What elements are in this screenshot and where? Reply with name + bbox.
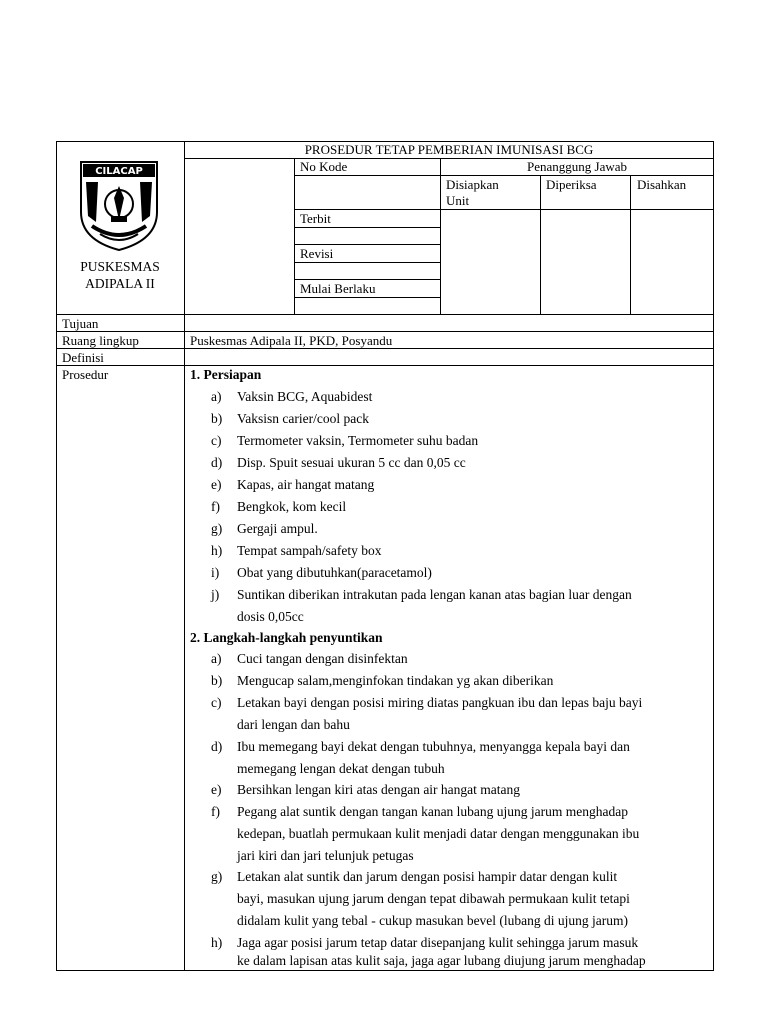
list-item: Vaksisn carier/cool pack xyxy=(237,411,369,426)
list-item: Letakan bayi dengan posisi miring diatas pangkuan ibu dan lepas baju bayi xyxy=(237,695,643,710)
document-title: PROSEDUR TETAP PEMBERIAN IMUNISASI BCG xyxy=(304,142,594,157)
list-letter: d) xyxy=(211,739,223,754)
list-item: Cuci tangan dengan disinfektan xyxy=(237,651,408,666)
list-item: Pegang alat suntik dengan tangan kanan lubang ujung jarum menghadap xyxy=(237,804,629,819)
disiapkan-label: Disiapkan xyxy=(446,177,499,192)
list-letter: h) xyxy=(211,935,223,950)
list-item: Disp. Spuit sesuai ukuran 5 cc dan 0,05 cc xyxy=(237,455,466,470)
list-item-continued: kedepan, buatlah permukaan kulit menjadi datar dengan menggunakan ibu xyxy=(237,826,640,841)
disiapkan-unit-label: Unit xyxy=(446,193,470,208)
disahkan-label: Disahkan xyxy=(637,177,687,192)
list-letter: f) xyxy=(211,804,220,819)
list-item-continued: bayi, masukan ujung jarum dengan tepat dibawah permukaan kulit tetapi xyxy=(237,891,630,906)
list-letter: c) xyxy=(211,433,222,448)
no-kode-label: No Kode xyxy=(300,159,348,174)
penanggung-jawab-label: Penanggung Jawab xyxy=(526,159,627,174)
org-name-line2: ADIPALA II xyxy=(85,276,155,291)
list-letter: e) xyxy=(211,782,222,797)
list-letter: f) xyxy=(211,499,220,514)
list-letter: b) xyxy=(211,411,223,426)
org-name-line1: PUSKESMAS xyxy=(80,259,160,274)
list-item: Kapas, air hangat matang xyxy=(237,477,375,492)
list-letter: d) xyxy=(211,455,223,470)
list-item: Letakan alat suntik dan jarum dengan posisi hampir datar dengan kulit xyxy=(237,869,618,884)
list-letter: b) xyxy=(211,673,223,688)
list-item: Bengkok, kom kecil xyxy=(237,499,347,514)
list-letter: j) xyxy=(211,587,220,602)
mulai-berlaku-label: Mulai Berlaku xyxy=(300,281,376,296)
logo-text: CILACAP xyxy=(95,166,143,177)
list-item: Bersihkan lengan kiri atas dengan air hangat matang xyxy=(237,782,521,797)
list-item-continued: ke dalam lapisan atas kulit saja, jaga agar lubang diujung jarum menghadap xyxy=(237,953,646,968)
list-letter: a) xyxy=(211,651,222,666)
list-item: Ibu memegang bayi dekat dengan tubuhnya, menyangga kepala bayi dan xyxy=(237,739,630,754)
list-item: Suntikan diberikan intrakutan pada lengan kanan atas bagian luar dengan xyxy=(237,587,632,602)
terbit-label: Terbit xyxy=(300,211,331,226)
list-letter: i) xyxy=(211,565,220,580)
list-letter: g) xyxy=(211,869,223,884)
list-item: Tempat sampah/safety box xyxy=(237,543,382,558)
list-letter: a) xyxy=(211,389,222,404)
list-item-continued: memegang lengan dekat dengan tubuh xyxy=(237,761,445,776)
list-letter: h) xyxy=(211,543,223,558)
revisi-label: Revisi xyxy=(300,246,334,261)
section-heading: 1. Persiapan xyxy=(190,367,262,382)
list-item-continued: dosis 0,05cc xyxy=(237,609,304,624)
list-item: Vaksin BCG, Aquabidest xyxy=(237,389,373,404)
diperiksa-label: Diperiksa xyxy=(546,177,597,192)
list-letter: c) xyxy=(211,695,222,710)
section-heading: 2. Langkah-langkah penyuntikan xyxy=(190,630,383,645)
definisi-label: Definisi xyxy=(62,350,104,365)
list-item-continued: jari kiri dan jari telunjuk petugas xyxy=(237,848,414,863)
ruang-lingkup-value: Puskesmas Adipala II, PKD, Posyandu xyxy=(190,333,393,348)
list-item: Gergaji ampul. xyxy=(237,521,318,536)
list-item: Obat yang dibutuhkan(paracetamol) xyxy=(237,565,432,580)
list-letter: g) xyxy=(211,521,223,536)
list-item: Jaga agar posisi jarum tetap datar disepanjang kulit sehingga jarum masuk xyxy=(237,935,639,950)
tujuan-label: Tujuan xyxy=(62,316,99,331)
list-item: Mengucap salam,menginfokan tindakan yg akan diberikan xyxy=(237,673,554,688)
list-letter: e) xyxy=(211,477,222,492)
ruang-lingkup-label: Ruang lingkup xyxy=(62,333,139,348)
list-item-continued: didalam kulit yang tebal - cukup masukan bevel (lubang di ujung jarum) xyxy=(237,913,629,928)
list-item: Termometer vaksin, Termometer suhu badan xyxy=(237,433,479,448)
list-item-continued: dari lengan dan bahu xyxy=(237,717,350,732)
cilacap-crest-logo xyxy=(78,160,160,252)
prosedur-label: Prosedur xyxy=(62,367,109,382)
